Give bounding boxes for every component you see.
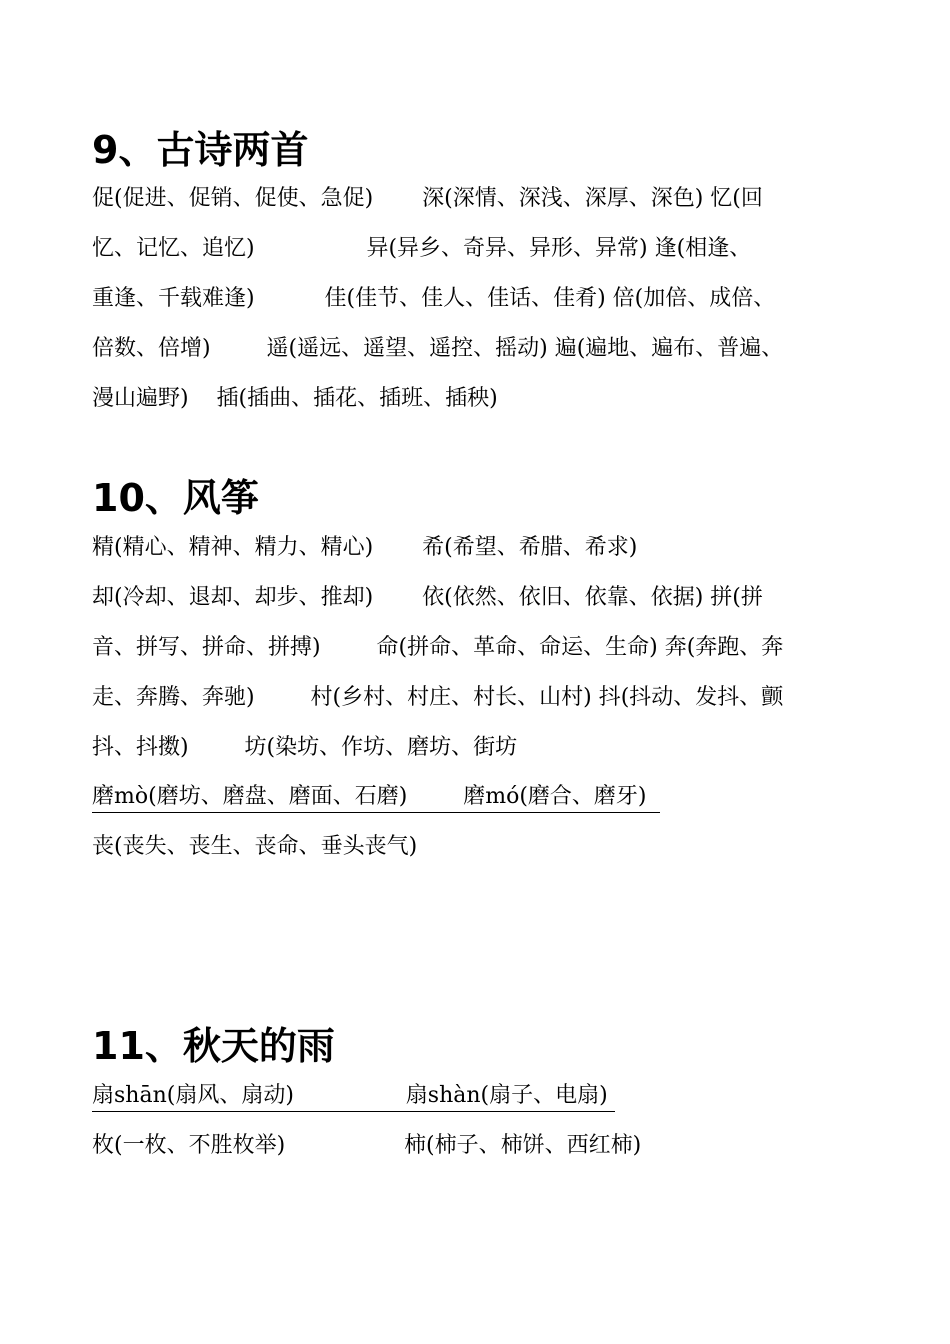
underlined-pronunciation-line: 磨mò(磨坊、磨盘、磨面、石磨) 磨mó(磨合、磨牙) — [92, 782, 660, 813]
text-line: 忆、记忆、追忆) 异(异乡、奇异、异形、异常) 逢(相逢、 — [92, 236, 752, 261]
text-line: 漫山遍野) 插(插曲、插花、插班、插秧) — [92, 386, 498, 411]
text-line: 丧(丧失、丧生、丧命、垂头丧气) — [92, 834, 418, 859]
section-title-10: 10、风筝 — [92, 476, 259, 520]
section-title-9: 9、古诗两首 — [92, 128, 309, 172]
text-line: 却(冷却、退却、却步、推却) 依(依然、依旧、依靠、依据) 拼(拼 — [92, 585, 763, 610]
text-line: 精(精心、精神、精力、精心) 希(希望、希腊、希求) — [92, 535, 638, 560]
section-title-11: 11、秋天的雨 — [92, 1024, 335, 1068]
text-line: 促(促进、促销、促使、急促) 深(深情、深浅、深厚、深色) 忆(回 — [92, 186, 763, 211]
underlined-pronunciation-line: 扇shān(扇风、扇动) 扇shàn(扇子、电扇) — [92, 1081, 615, 1112]
text-line: 抖、抖擞) 坊(染坊、作坊、磨坊、街坊 — [92, 735, 518, 760]
text-line: 重逢、千载难逢) 佳(佳节、佳人、佳话、佳肴) 倍(加倍、成倍、 — [92, 286, 776, 311]
text-line: 音、拼写、拼命、拼搏) 命(拼命、革命、命运、生命) 奔(奔跑、奔 — [92, 635, 784, 660]
text-line: 走、奔腾、奔驰) 村(乡村、村庄、村长、山村) 抖(抖动、发抖、颤 — [92, 685, 784, 710]
text-line: 枚(一枚、不胜枚举) 柿(柿子、柿饼、西红柿) — [92, 1133, 642, 1158]
text-line: 倍数、倍增) 遥(遥远、遥望、遥控、摇动) 遍(遍地、遍布、普遍、 — [92, 336, 784, 361]
